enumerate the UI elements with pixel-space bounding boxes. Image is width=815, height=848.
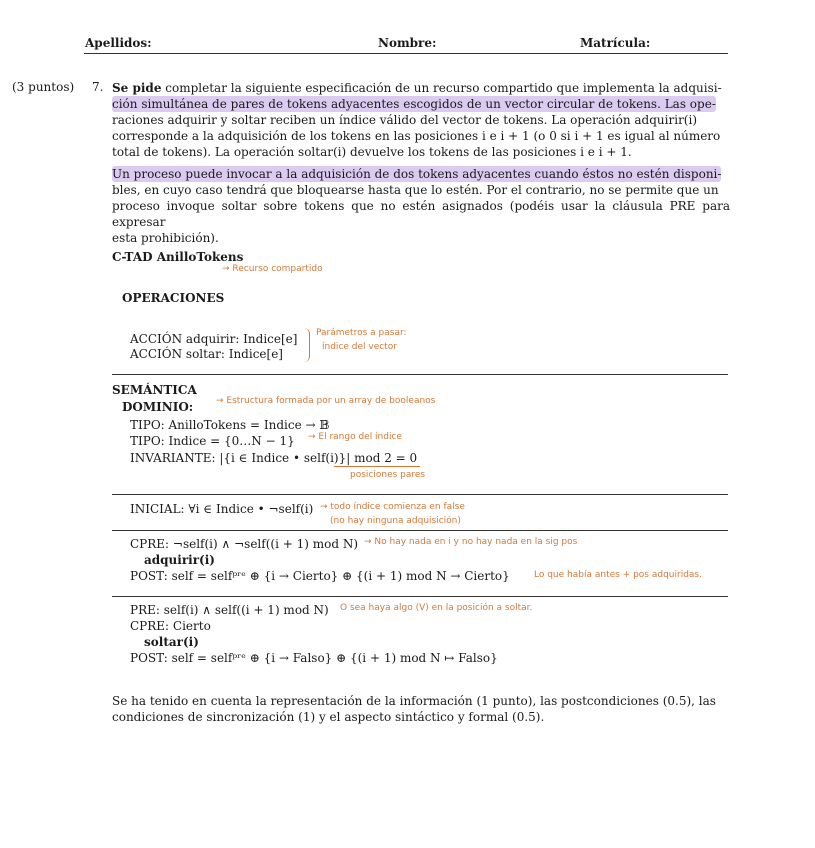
tipo-indice: TIPO: Indice = {0…N − 1} — [130, 434, 295, 448]
cpre-adquirir: CPRE: ¬self(i) ∧ ¬self((i + 1) mod N) — [130, 537, 359, 551]
rule-1 — [112, 374, 728, 375]
matricula-label: Matrícula: — [580, 36, 651, 50]
nombre-label: Nombre: — [378, 36, 437, 50]
p1-line-1: Se pide completar la siguiente especificación de un recurso compartido que implementa la adquisi- — [112, 81, 722, 95]
semantica-heading: SEMÁNTICA — [112, 383, 197, 397]
p1-line-5: total de tokens). La operación soltar(i) devuelve los tokens de las posiciones i e i + 1. — [112, 145, 632, 159]
inicial: INICIAL: ∀i ∈ Indice • ¬self(i) — [130, 502, 314, 516]
post-soltar: POST: self = selfᵖʳᵉ ⊕ {i → Falso} ⊕ {(i + 1) mod N ↦ Falso} — [130, 651, 498, 665]
tipo-anillo: TIPO: AnilloTokens = Indice → 𝔹 — [130, 418, 330, 432]
pre-soltar: PRE: self(i) ∧ self((i + 1) mod N) — [130, 603, 329, 617]
p2-line-2: bles, en cuyo caso tendrá que bloquearse hasta que lo estén. Por el contrario, no se permite que un — [112, 183, 719, 197]
rule-3 — [112, 530, 728, 531]
note-post: Lo que había antes + pos adquiridas. — [534, 570, 702, 580]
p2-line-4: esta prohibición). — [112, 231, 219, 245]
question-paragraph-2 — [112, 166, 730, 246]
ctad-title: C-TAD AnilloTokens — [112, 250, 244, 264]
rule-2 — [112, 494, 728, 495]
note-params-2: índice del vector — [322, 342, 397, 352]
note-rango: → El rango del índice — [308, 432, 402, 442]
rule-4 — [112, 596, 728, 597]
invariante: INVARIANTE: |{i ∈ Indice • self(i)}| mod 2 = 0 — [130, 451, 418, 465]
note-pre: O sea haya algo (V) en la posición a soltar. — [340, 603, 533, 613]
p1-line-3: raciones adquirir y soltar reciben un índice válido del vector de tokens. La operación adquirir(i) — [112, 113, 697, 127]
note-params-1: Parámetros a pasar: — [316, 328, 407, 338]
op-soltar: soltar(i) — [144, 635, 199, 649]
apellidos-label: Apellidos: — [85, 36, 152, 50]
grading-paragraph — [112, 693, 730, 725]
note-cpre: → No hay nada en i y no hay nada en la sig pos — [364, 537, 578, 547]
post-adquirir: POST: self = selfᵖʳᵉ ⊕ {i → Cierto} ⊕ {(i + 1) mod N → Cierto} — [130, 569, 510, 583]
p2-line-3: proceso invoque soltar sobre tokens que no estén asignados (podéis usar la cláusula PRE para expresar — [112, 199, 730, 229]
note-inicial: → todo índice comienza en false — [320, 502, 465, 512]
cpre-soltar: CPRE: Cierto — [130, 619, 211, 633]
invariante-underline — [334, 466, 420, 467]
brace-mark — [303, 328, 310, 362]
p1-line-4: corresponde a la adquisición de los tokens en las posiciones i e i + 1 (o 0 si i + 1 es igual al número — [112, 129, 721, 143]
note-inicial-2: (no hay ninguna adquisición) — [330, 516, 461, 526]
op-adquirir: adquirir(i) — [144, 553, 215, 567]
note-recurso: → Recurso compartido — [222, 264, 323, 274]
accion-adquirir: ACCIÓN adquirir: Indice[e] — [130, 332, 298, 346]
question-paragraph-1 — [112, 80, 730, 160]
note-estructura: → Estructura formada por un array de booleanos — [216, 396, 436, 406]
operaciones-heading: OPERACIONES — [122, 291, 225, 305]
dominio-heading: DOMINIO: — [122, 400, 194, 414]
grading-line-2: condiciones de sincronización (1) y el aspecto sintáctico y formal (0.5). — [112, 710, 545, 724]
note-pares: posiciones pares — [350, 470, 426, 480]
p1-line-2: ción simultánea de pares de tokens adyacentes escogidos de un vector circular de tokens. Las ope- — [112, 97, 716, 111]
header-rule — [84, 53, 728, 54]
grading-line-1: Se ha tenido en cuenta la representación de la información (1 punto), las postcondiciones (0.5), las — [112, 694, 716, 708]
points-label: (3 puntos) — [12, 80, 75, 94]
accion-soltar: ACCIÓN soltar: Indice[e] — [130, 347, 283, 361]
question-number: 7. — [92, 80, 104, 94]
p2-line-1: Un proceso puede invocar a la adquisición de dos tokens adyacentes cuando éstos no estén disponi- — [112, 167, 722, 181]
